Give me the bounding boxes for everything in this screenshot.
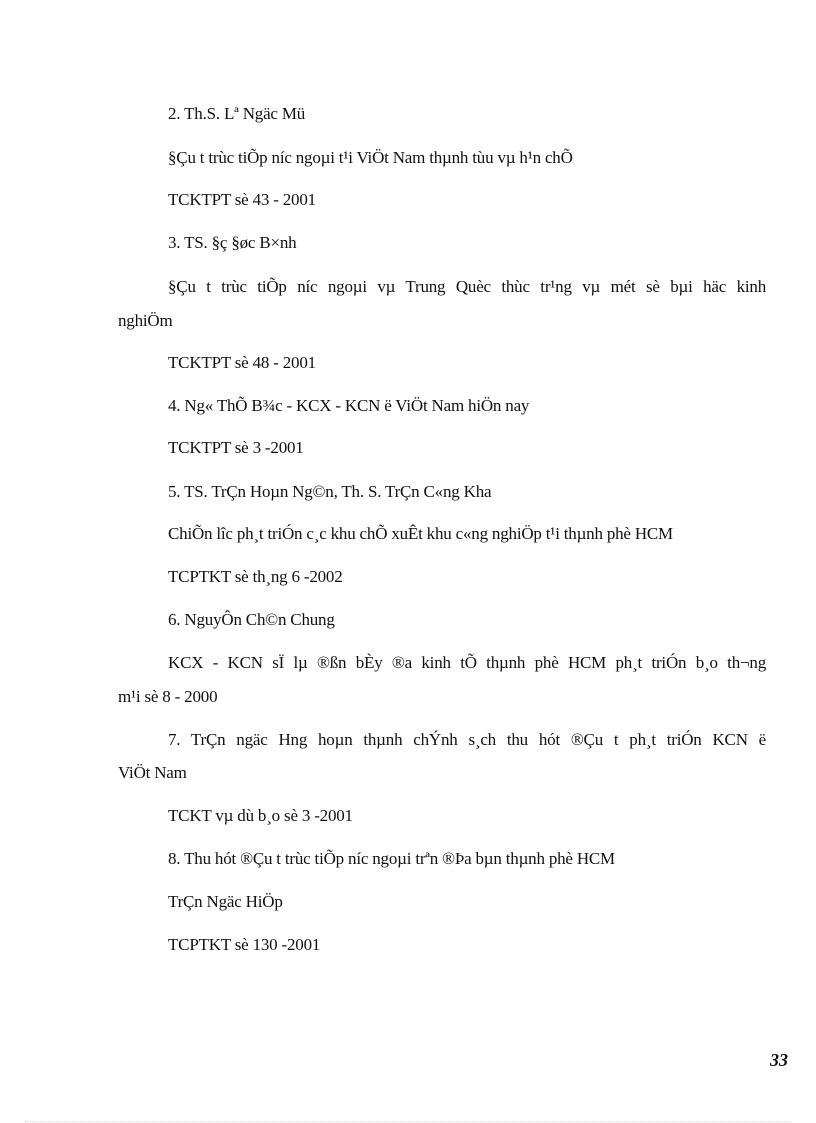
reference-line: 4. Ng« ThÕ B¾c - KCX - KCN ë ViÖt Nam hiÖn nay	[168, 396, 530, 415]
reference-line: TCKTPT sè 43 - 2001	[168, 190, 316, 209]
reference-line: 5. TS. TrÇn Hoµn Ng©n, Th. S. TrÇn C«ng Kha	[168, 482, 492, 501]
reference-line: §Çu t trùc tiÕp níc ngoµi vµ Trung Quèc thùc tr¹ng vµ mét sè bµi häc kinh	[168, 277, 766, 296]
reference-line: nghiÖm	[118, 311, 173, 330]
reference-line: 8. Thu hót ®Çu t trùc tiÕp níc ngoµi trªn ®Þa bµn thµnh phè HCM	[168, 849, 615, 868]
reference-line: TCPTKT sè th¸ng 6 -2002	[168, 567, 343, 586]
reference-line: ChiÕn lîc ph¸t triÓn c¸c khu chÕ xuÊt khu c«ng nghiÖp t¹i thµnh phè HCM	[168, 524, 673, 543]
reference-line: 2. Th.S. Lª Ngäc Mü	[168, 104, 306, 123]
reference-line: TCKT vµ dù b¸o sè 3 -2001	[168, 806, 353, 825]
reference-line: TCPTKT sè 130 -2001	[168, 935, 321, 954]
reference-line: TrÇn Ngäc HiÖp	[168, 892, 283, 911]
reference-line: 3. TS. §ç §øc B×nh	[168, 233, 297, 252]
reference-line: KCX - KCN sÏ lµ ®ßn bÈy ®a kinh tÕ thµnh phè HCM ph¸t triÓn b¸o th¬ng	[168, 653, 766, 672]
reference-line: m¹i sè 8 - 2000	[118, 687, 218, 706]
page-number: 33	[770, 1050, 788, 1070]
reference-line: TCKTPT sè 48 - 2001	[168, 353, 316, 372]
reference-line: 6. NguyÔn Ch©n Chung	[168, 610, 335, 629]
reference-line: §Çu t trùc tiÕp níc ngoµi t¹i ViÖt Nam thµnh tùu vµ h¹n chÕ	[168, 148, 573, 167]
bottom-divider	[25, 1121, 791, 1122]
reference-line: TCKTPT sè 3 -2001	[168, 438, 304, 457]
reference-line: 7. TrÇn ngäc Hng hoµn thµnh chÝnh s¸ch thu hót ®Çu t ph¸t triÓn KCN ë	[168, 730, 766, 749]
reference-line: ViÖt Nam	[118, 763, 187, 782]
